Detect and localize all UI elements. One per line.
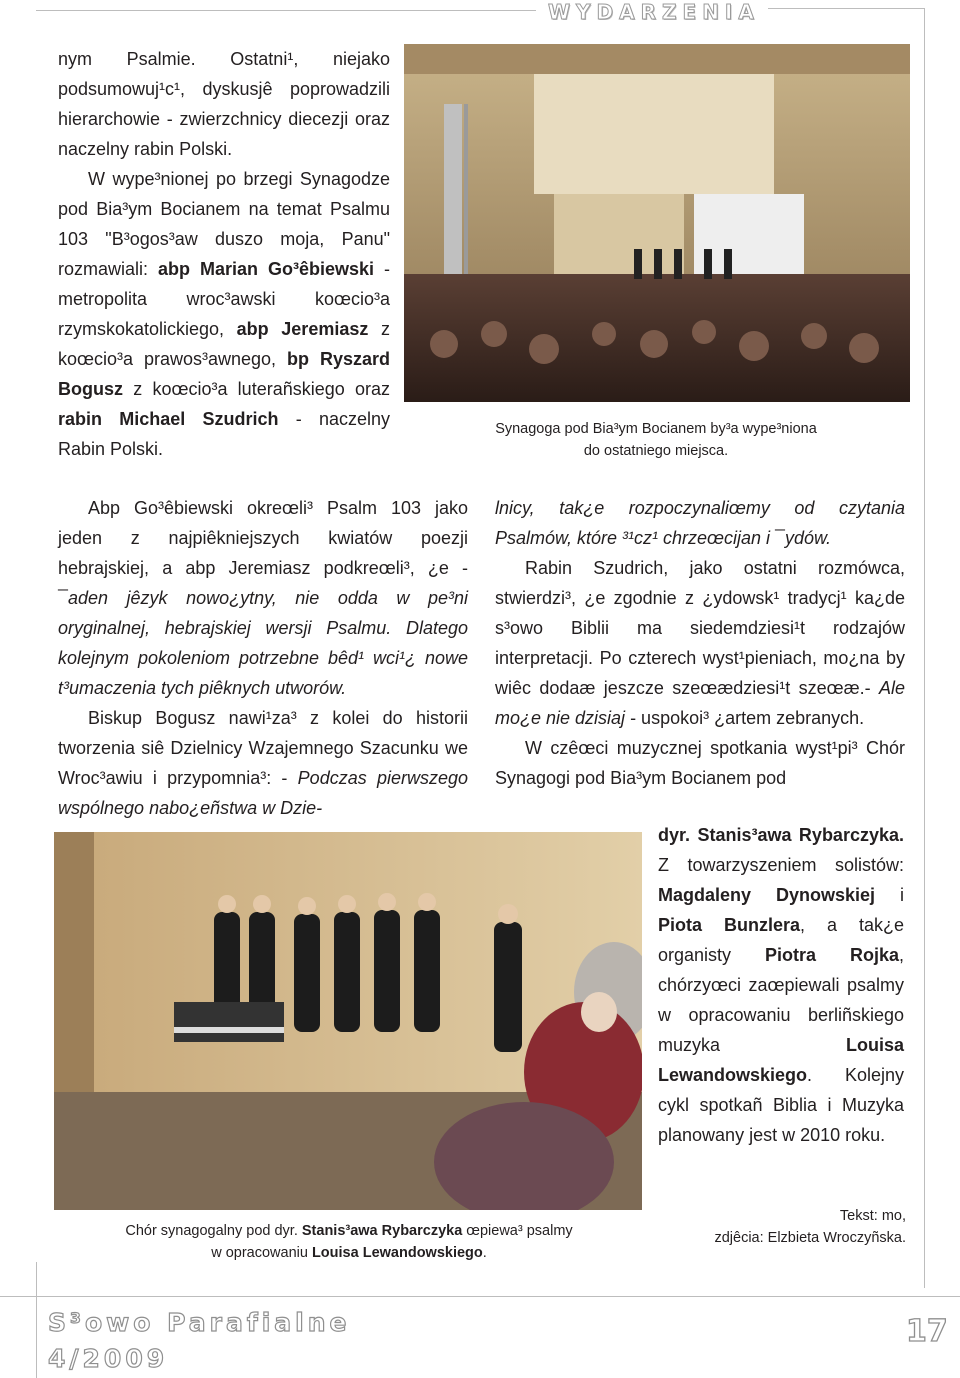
choir-concert-photo-icon <box>54 832 642 1210</box>
top-rule-right <box>768 8 924 9</box>
paragraph: Abp Go³êbiewski okreœli³ Psalm 103 jako jeden z najpiêkniejszych kwiatów poezji hebrajskiej, a abp Jeremiasz podkreœli³, ¿e - ¯aden jêzyk nowo¿ytny, nie odda w pe³ni oryginalnej, hebrajskiej wersji Psalmu. Dlatego kolejnym pokoleniom potrzebne bêd¹ wci¹¿ nowe t³umaczenia tych piêknych utworów. <box>58 498 468 698</box>
credit-line: zdjêcia: Elzbieta Wroczyñska. <box>714 1230 906 1246</box>
paragraph: nym Psalmie. Ostatni¹, niejako podsumowuj¹c¹, dyskusjê poprowadzili hierarchowie - zwierzchnicy diecezji oraz naczelny rabin Polski. <box>58 49 390 159</box>
paragraph: W czêœci muzycznej spotkania wyst¹pi³ Chór Synagogi pod Bia³ym Bocianem pod <box>495 738 905 788</box>
footer-rule <box>0 1296 960 1297</box>
synagogue-concert-photo-icon <box>404 44 910 402</box>
caption-line: w opracowaniu Louisa Lewandowskiego. <box>211 1245 487 1261</box>
caption-line: Chór synagogalny pod dyr. Stanis³awa Rybarczyka œpiewa³ psalmy <box>125 1223 573 1239</box>
section-heading: WYDARZENIA <box>548 0 760 24</box>
bottom-photo-caption <box>86 1220 612 1264</box>
photo-credits <box>660 1205 906 1249</box>
paragraph: Biskup Bogusz nawi¹za³ z kolei do historii tworzenia siê Dzielnicy Wzajemnego Szacunku we Wroc³awiu i przypomnia³: - Podczas pierwszego wspólnego nabo¿eñstwa w Dzie- <box>58 708 468 818</box>
magazine-title: S³owo Parafialne <box>48 1308 351 1337</box>
top-rule-left <box>36 10 536 11</box>
left-column <box>58 44 390 464</box>
narrow-column <box>658 820 904 1150</box>
paragraph: Rabin Szudrich, jako ostatni rozmówca, stwierdzi³, ¿e zgodnie z ¿ydowsk¹ tradycj¹ ka¿de s³owo Biblii ma siedemdziesi¹t rodzajów interpretacji. Po czterech wyst¹pieniach, mo¿na by wiêc dodaæ jeszcze szeœædziesi¹t szeœæ.- Ale mo¿e nie dzisiaj - uspokoi³ ¿artem zebranych. <box>495 558 905 728</box>
paragraph: lnicy, tak¿e rozpoczynaliœmy od czytania Psalmów, które ³¹cz¹ chrzeœcijan i ¯ydów. <box>495 498 905 548</box>
paragraph: dyr. Stanis³awa Rybarczyka. Z towarzyszeniem solistów: Magdaleny Dynowskiej i Piota Bunzlera, a tak¿e organisty Piotra Rojka, chórzyœci zaœpiewali psalmy w opracowaniu berliñskiego muzyka Louisa Lewandowskiego. Kolejny cykl spotkañ Biblia i Muzyka planowany jest w 2010 roku. <box>658 825 905 1145</box>
footer-vertical-rule <box>36 1262 37 1378</box>
credit-line: Tekst: mo, <box>839 1208 906 1224</box>
top-photo-caption <box>470 418 842 462</box>
synagogue-photo <box>404 44 910 402</box>
right-vertical-rule <box>924 8 925 1288</box>
page-number: 17 <box>906 1314 948 1349</box>
paragraph: W wype³nionej po brzegi Synagodze pod Bia³ym Bocianem na temat Psalmu 103 "B³ogos³aw duszo moja, Panu" rozmawiali: abp Marian Go³êbiewski - metropolita wroc³awski koœcio³a rzymskokatolickiego, abp Jeremiasz z koœcio³a prawos³awnego, bp Ryszard Bogusz z koœcio³a luterañskiego oraz rabin Michael Szudrich - naczelny Rabin Polski. <box>58 169 390 459</box>
caption-line: do ostatniego miejsca. <box>583 443 729 459</box>
choir-photo <box>54 832 642 1210</box>
caption-line: Synagoga pod Bia³ym Bocianem by³a wype³niona <box>495 421 817 437</box>
left-column-lower <box>58 493 468 823</box>
issue-number: 4/2009 <box>48 1344 169 1373</box>
right-column <box>495 493 905 793</box>
